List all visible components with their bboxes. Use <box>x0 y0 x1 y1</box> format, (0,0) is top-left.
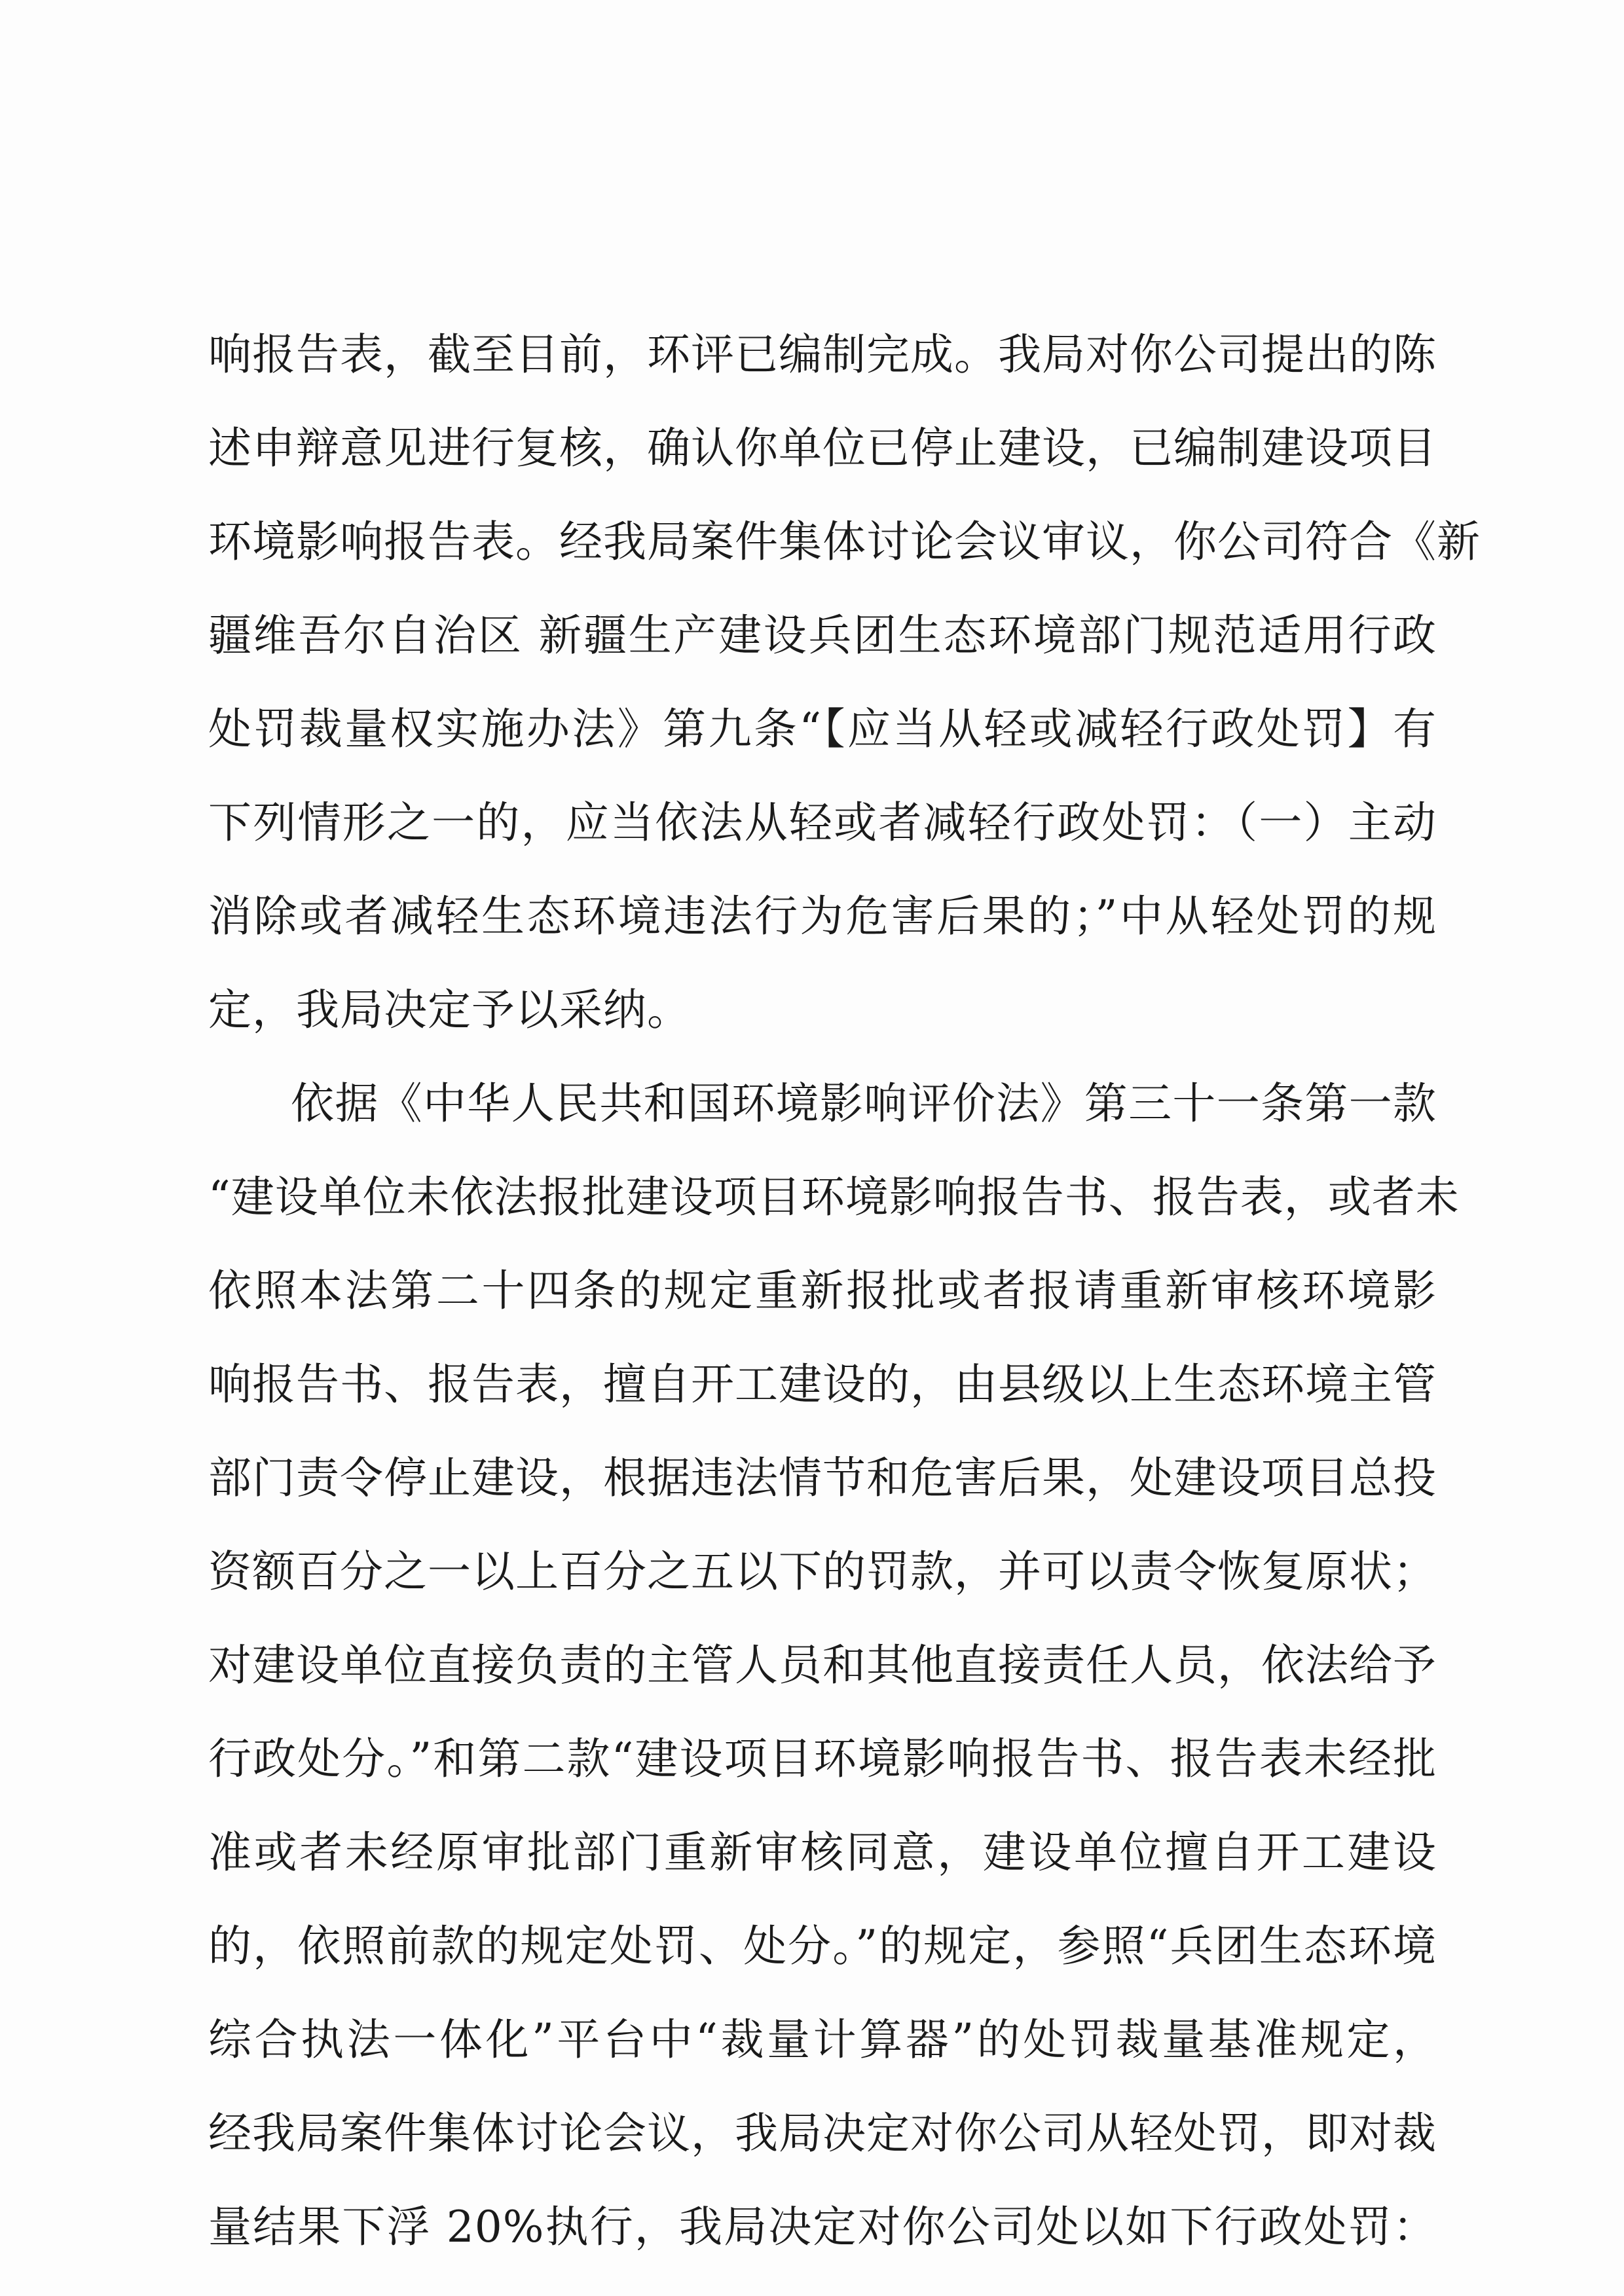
text-line: 处罚裁量权实施办法》第九条“【应当从轻或减轻行政处罚】有 <box>208 704 1437 754</box>
text-line: 环境影响报告表。经我局案件集体讨论会议审议，你公司符合《新 <box>208 517 1481 567</box>
text-line: 响报告表，截至目前，环评已编制完成。我局对你公司提出的陈 <box>208 329 1437 380</box>
paragraph-legal-basis <box>208 1057 1460 2274</box>
text-line: 消除或者减轻生态环境违法行为危害后果的；”中从轻处罚的规 <box>208 891 1437 941</box>
text-line: 响报告书、报告表，擅自开工建设的，由县级以上生态环境主管 <box>208 1359 1437 1410</box>
text-line: 经我局案件集体讨论会议，我局决定对你公司从轻处罚，即对裁 <box>208 2108 1437 2159</box>
text-line: 量结果下浮 20%执行，我局决定对你公司处以如下行政处罚： <box>208 2202 1437 2252</box>
text-line: 依据《中华人民共和国环境影响评价法》第三十一条第一款 <box>291 1078 1437 1129</box>
text-line: “建设单位未依法报批建设项目环境影响报告书、报告表，或者未 <box>208 1172 1460 1222</box>
text-line: 定，我局决定予以采纳。 <box>208 985 691 1035</box>
text-line: 述申辩意见进行复核，确认你单位已停止建设，已编制建设项目 <box>208 423 1437 473</box>
document-body <box>208 308 1481 2274</box>
text-line: 的，依照前款的规定处罚、处分。”的规定，参照“兵团生态环境 <box>208 1921 1437 1971</box>
text-line: 准或者未经原审批部门重新审核同意，建设单位擅自开工建设 <box>208 1827 1437 1878</box>
text-line: 对建设单位直接负责的主管人员和其他直接责任人员，依法给予 <box>208 1640 1437 1690</box>
text-line: 下列情形之一的，应当依法从轻或者减轻行政处罚：（一）主动 <box>208 797 1437 848</box>
text-line: 行政处分。”和第二款“建设项目环境影响报告书、报告表未经批 <box>208 1734 1437 1784</box>
text-line: 资额百分之一以上百分之五以下的罚款，并可以责令恢复原状； <box>208 1546 1437 1597</box>
text-line: 疆维吾尔自治区 新疆生产建设兵团生态环境部门规范适用行政 <box>208 610 1437 661</box>
text-line: 部门责令停止建设，根据违法情节和危害后果，处建设项目总投 <box>208 1453 1437 1503</box>
paragraph-statement-review <box>208 308 1481 1057</box>
text-line: 综合执法一体化”平台中“裁量计算器”的处罚裁量基准规定， <box>208 2014 1437 2065</box>
text-line: 依照本法第二十四条的规定重新报批或者报请重新审核环境影 <box>208 1266 1437 1316</box>
